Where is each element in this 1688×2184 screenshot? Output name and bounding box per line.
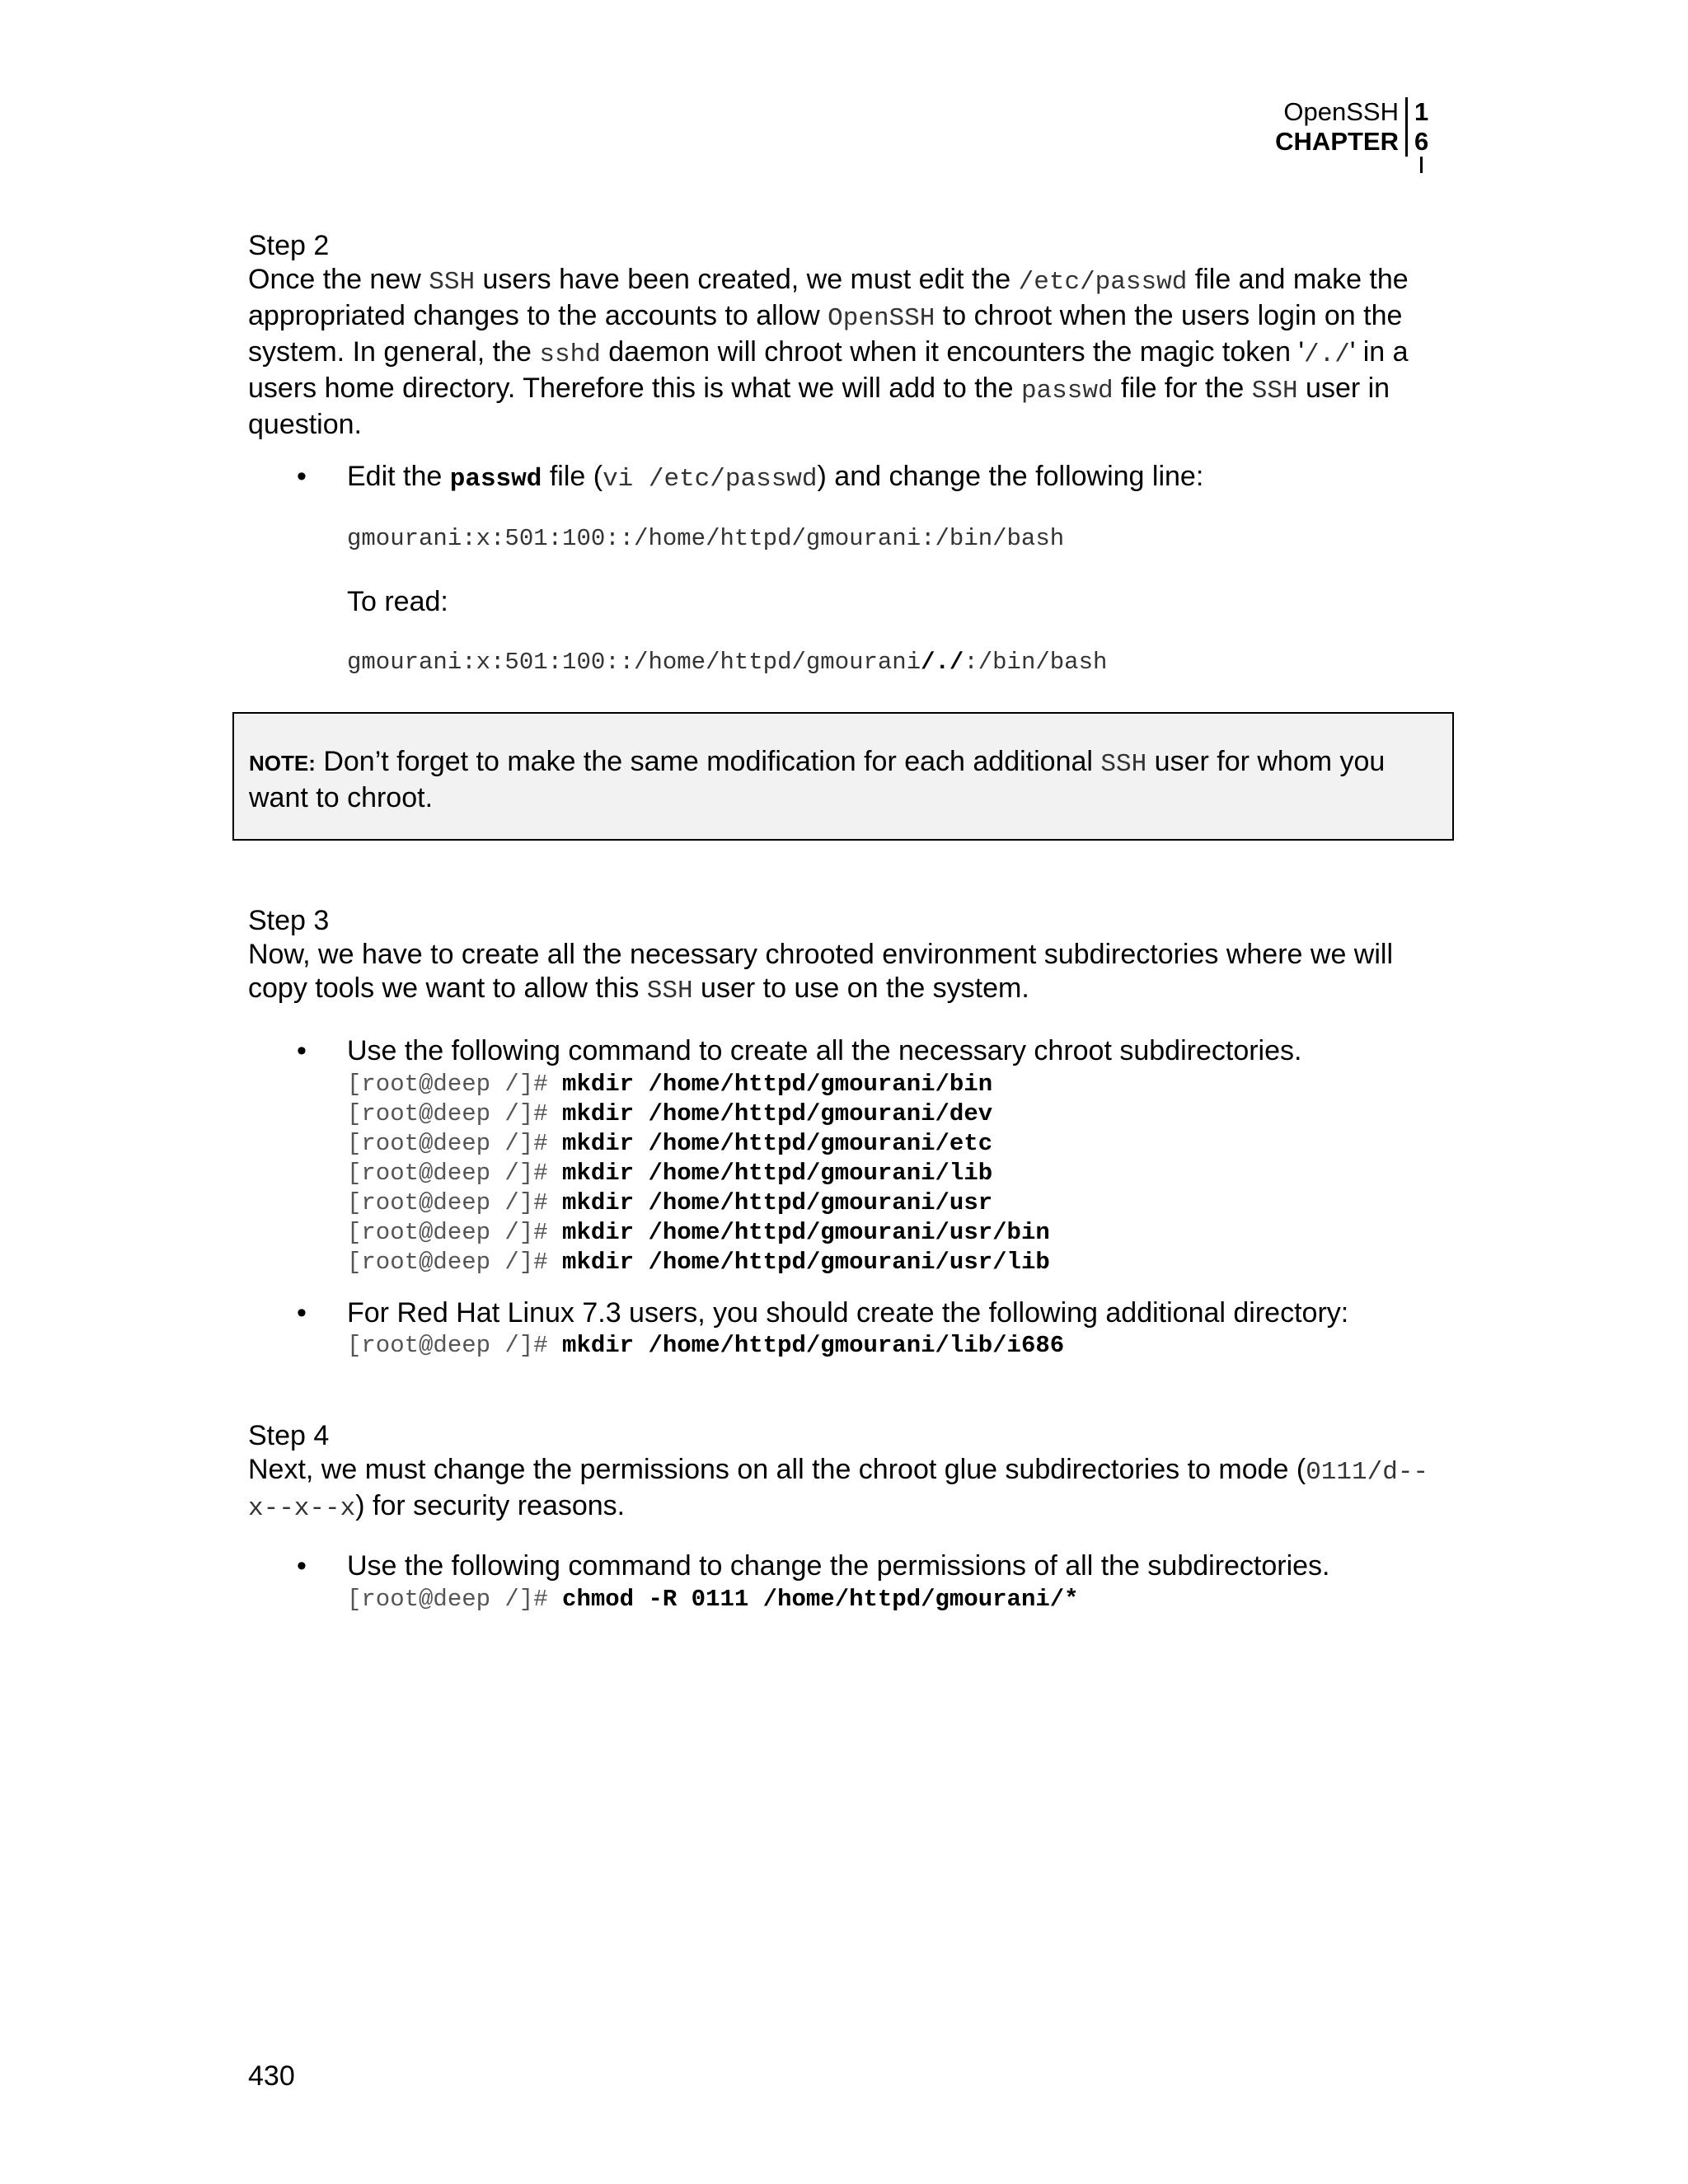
command-line: [root@deep /]# mkdir /home/httpd/gmourani/bin (347, 1071, 993, 1098)
command-line: [root@deep /]# mkdir /home/httpd/gmourani/dev (347, 1100, 993, 1127)
header-section: OpenSSH (1283, 97, 1399, 126)
step4-bullet: Use the following command to change the permissions of all the subdirectories. (347, 1550, 1330, 1582)
command-line: [root@deep /]# mkdir /home/httpd/gmourani/etc (347, 1130, 993, 1157)
step4-paragraph: Next, we must change the permissions on all the chroot glue subdirectories to mode (0111/d-- x--x--x) for security reasons. (248, 1454, 1429, 1523)
passwd-line-after: gmourani:x:501:100::/home/httpd/gmourani/./:/bin/bash (347, 649, 1108, 676)
running-header (1275, 97, 1432, 157)
bullet-icon: • (297, 1297, 307, 1329)
step3-bullet1: Use the following command to create all the necessary chroot subdirectories. (347, 1035, 1302, 1066)
to-read-label: To read: (347, 586, 448, 617)
page-number: 430 (248, 2060, 295, 2092)
passwd-line-before: gmourani:x:501:100::/home/httpd/gmourani:/bin/bash (347, 525, 1065, 552)
note-label: NOTE: (249, 751, 316, 776)
bullet-icon: • (297, 1035, 307, 1066)
note-box: NOTE: Don’t forget to make the same modification for each additional SSH user for whom you want to chroot. (232, 712, 1454, 841)
step2-title: Step 2 (248, 230, 330, 261)
header-chapter-label: CHAPTER (1275, 127, 1399, 156)
command-line: [root@deep /]# mkdir /home/httpd/gmourani/usr/bin (347, 1219, 1050, 1246)
step2-bullet: Edit the passwd file (vi /etc/passwd) and change the following line: (347, 461, 1204, 494)
step3-title: Step 3 (248, 905, 330, 936)
bullet-icon: • (297, 1550, 307, 1582)
mkdir-i686-command: [root@deep /]# mkdir /home/httpd/gmourani/lib/i686 (347, 1332, 1065, 1359)
step3-paragraph: Now, we have to create all the necessary chrooted environment subdirectories where we will copy tools we want to allow this SSH user to use on the system. (248, 939, 1394, 1005)
command-line: [root@deep /]# mkdir /home/httpd/gmourani/lib (347, 1160, 993, 1187)
step3-bullet2: For Red Hat Linux 7.3 users, you should create the following additional directory: (347, 1297, 1349, 1329)
command-line: [root@deep /]# mkdir /home/httpd/gmourani/usr/lib (347, 1249, 1050, 1276)
mkdir-command-list (347, 1069, 1451, 1277)
header-rule-tail (1420, 157, 1423, 173)
bullet-icon: • (297, 461, 307, 492)
step4-title: Step 4 (248, 1420, 330, 1451)
step2-paragraph: Once the new SSH users have been created, we must edit the /etc/passwd file and make the appropriated changes to the accounts to allow OpenSSH to chroot when the users login on the system. In general, the sshd daemon will chroot when it encounters the magic token '/./' in a users home directory. Therefore this is what we will add to the passwd file for the SSH user in question. (248, 264, 1409, 440)
command-line: [root@deep /]# mkdir /home/httpd/gmourani/usr (347, 1189, 993, 1216)
header-chapter-digit-1: 1 (1405, 97, 1432, 127)
chmod-command: [root@deep /]# chmod -R 0111 /home/httpd/gmourani/* (347, 1586, 1079, 1613)
header-chapter-digit-2: 6 (1405, 127, 1432, 157)
